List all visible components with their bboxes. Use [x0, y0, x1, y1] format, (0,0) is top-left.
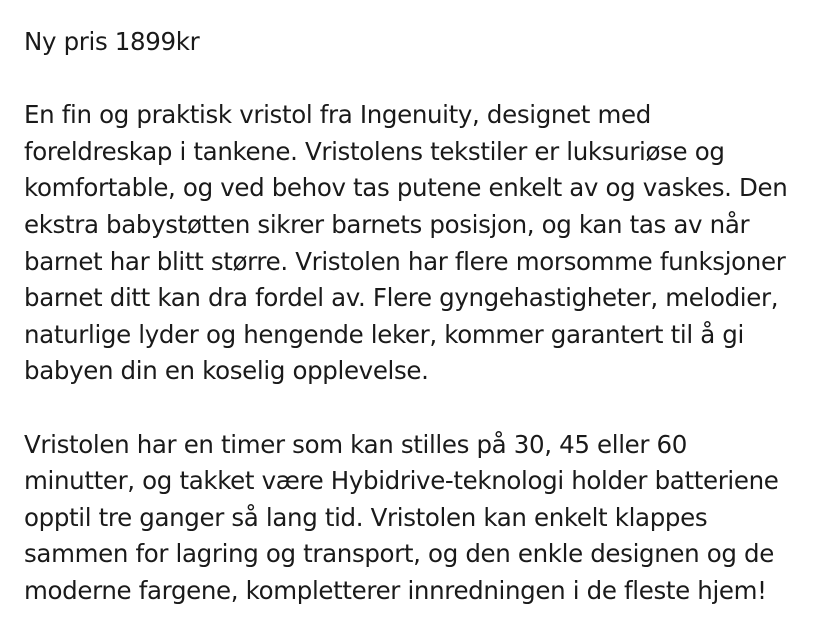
paragraph-spacer [24, 61, 805, 98]
paragraph-spacer [24, 390, 805, 427]
text-line: moderne fargene, kompletterer innredningen i de fleste hjem! [24, 575, 767, 605]
text-line: Vristolen har en timer som kan stilles på 30, 45 eller 60 [24, 429, 688, 459]
text-line: minutter, og takket være Hybidrive-teknologi holder batteriene [24, 466, 779, 496]
text-line: barnet har blitt større. Vristolen har flere morsomme funksjoner [24, 246, 786, 276]
text-line: naturlige lyder og hengende leker, kommer garantert til å gi [24, 319, 744, 349]
text-line: barnet ditt kan dra fordel av. Flere gyngehastigheter, melodier, [24, 283, 779, 313]
price-line: Ny pris 1899kr [24, 27, 200, 56]
text-line: sammen for lagring og transport, og den enkle designen og de [24, 539, 774, 569]
text-line: opptil tre ganger så lang tid. Vristolen kan enkelt klappes [24, 502, 708, 532]
text-line: babyen din en koselig opplevelse. [24, 356, 429, 386]
text-line: ekstra babystøtten sikrer barnets posisjon, og kan tas av når [24, 209, 750, 239]
text-line: foreldreskap i tankene. Vristolens tekstiler er luksuriøse og [24, 136, 725, 166]
description-paragraph-1 [24, 97, 805, 390]
text-line: En fin og praktisk vristol fra Ingenuity, designet med [24, 100, 651, 130]
text-line: komfortable, og ved behov tas putene enkelt av og vaskes. Den [24, 173, 788, 203]
description-paragraph-2 [24, 427, 805, 610]
